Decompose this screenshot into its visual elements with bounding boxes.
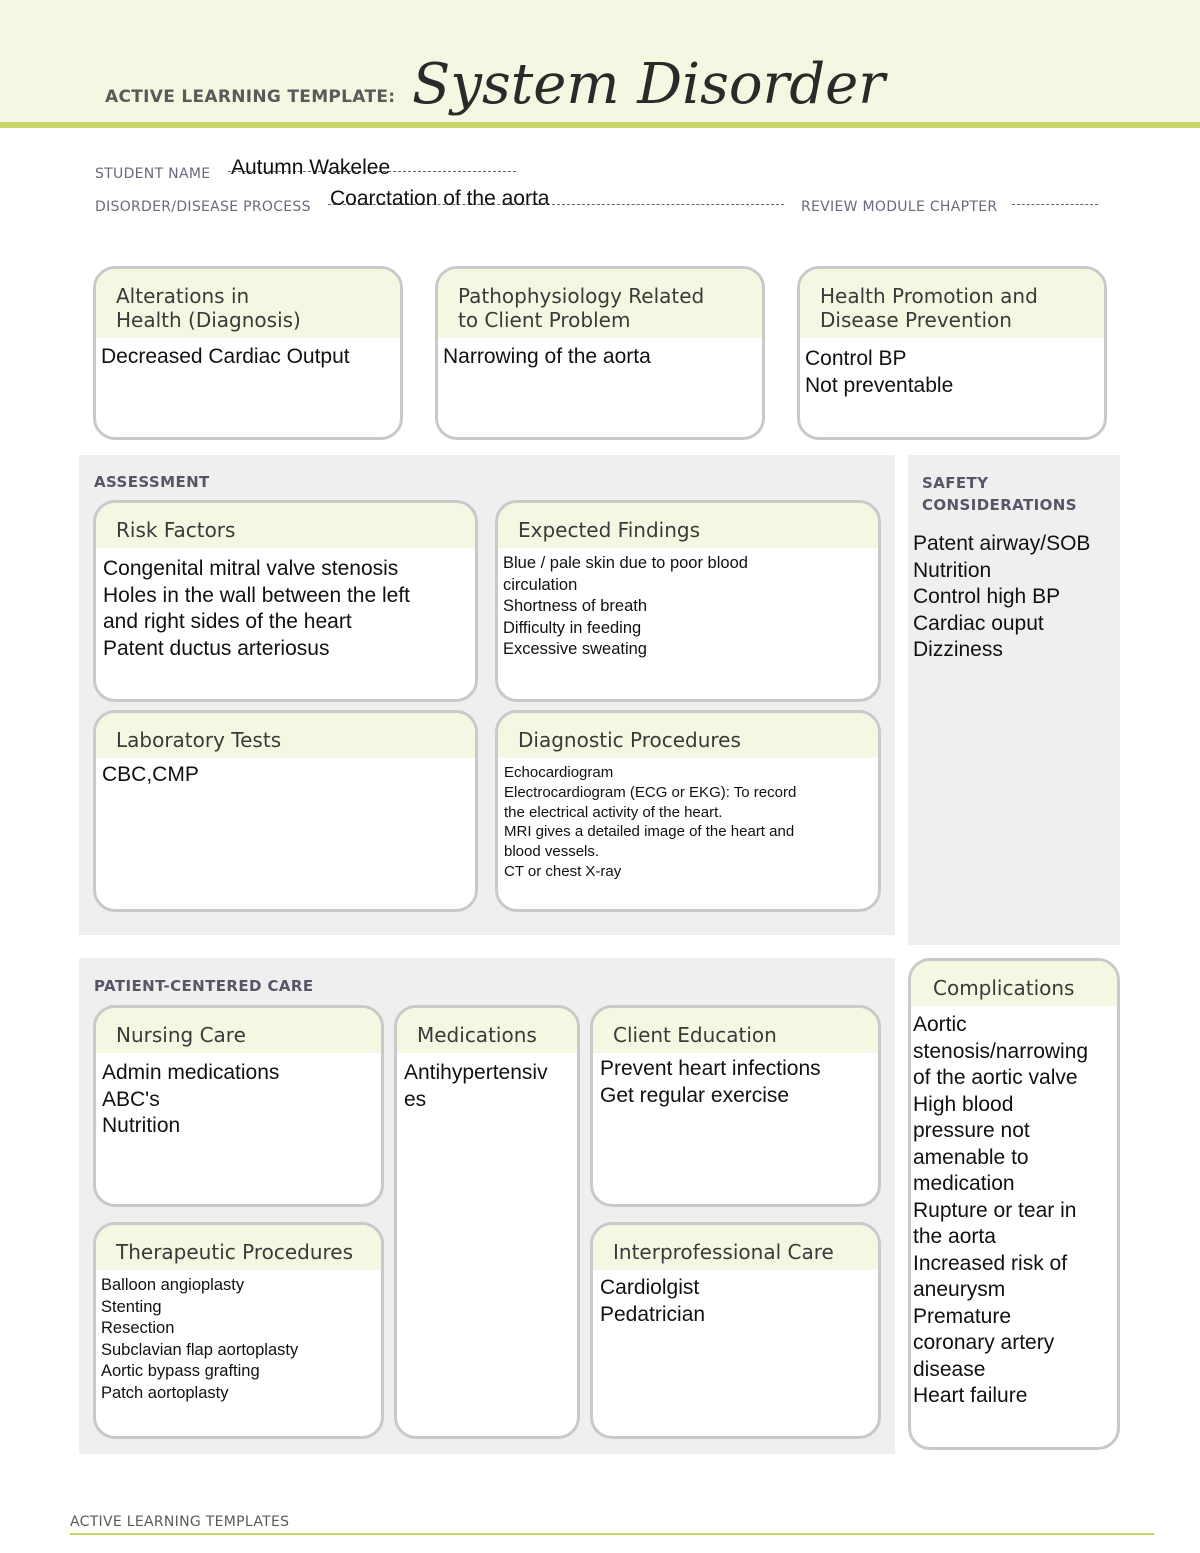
nursing-care-text[interactable]: Admin medications ABC's Nutrition [102,1061,280,1137]
complications-text[interactable]: Aortic stenosis/narrowing of the aortic valve High blood pressure not amenable to medication Rupture or tear in the aorta Increased risk of aneurysm Premature coronary artery disease Heart failure [913,1013,1089,1407]
medications-box [394,1005,580,1439]
pathophysiology-box [435,266,765,440]
alterations-title: Alterations in Health (Diagnosis) [96,269,400,338]
complications-title: Complications [911,961,1117,1006]
interprofessional-care-text[interactable]: Cardiolgist Pedatrician [600,1276,706,1326]
medications-text[interactable]: Antihypertensiv es [404,1061,548,1111]
client-education-title: Client Education [593,1008,878,1053]
footer-rule [70,1533,1154,1535]
expected-findings-title: Expected Findings [498,503,878,548]
alterations-box [93,266,403,440]
complications-box [908,958,1120,1450]
interprofessional-care-box [590,1222,881,1439]
disorder-field[interactable]: Coarctation of the aorta [330,187,550,210]
student-name-label: STUDENT NAME [95,166,211,182]
therapeutic-procedures-text[interactable]: Balloon angioplasty Stenting Resection Subclavian flap aortoplasty Aortic bypass grafting Patch aortoplasty [101,1276,299,1402]
health-promotion-title: Health Promotion and Disease Prevention [800,269,1104,338]
nursing-care-title: Nursing Care [96,1008,381,1053]
safety-text[interactable]: Patent airway/SOB Nutrition Control high BP Cardiac ouput Dizziness [913,532,1091,661]
template-label: ACTIVE LEARNING TEMPLATE: [105,87,396,107]
nursing-care-box [93,1005,384,1207]
client-education-text[interactable]: Prevent heart infections Get regular exercise [600,1057,821,1107]
diagnostic-procedures-box [495,710,881,912]
laboratory-tests-box [93,710,478,912]
pathophysiology-text[interactable]: Narrowing of the aorta [443,345,651,368]
review-module-label: REVIEW MODULE CHAPTER [801,199,998,215]
safety-title: SAFETY CONSIDERATIONS [922,474,1077,514]
disorder-label: DISORDER/DISEASE PROCESS [95,199,311,215]
diagnostic-procedures-title: Diagnostic Procedures [498,713,878,758]
footer-label: ACTIVE LEARNING TEMPLATES [70,1514,290,1530]
assessment-title: ASSESSMENT [94,473,210,491]
laboratory-tests-title: Laboratory Tests [96,713,475,758]
laboratory-tests-text[interactable]: CBC,CMP [102,763,199,786]
risk-factors-title: Risk Factors [96,503,475,548]
expected-findings-text[interactable]: Blue / pale skin due to poor blood circulation Shortness of breath Difficulty in feeding Excessive sweating [503,554,748,658]
page-title: System Disorder [412,52,886,117]
diagnostic-procedures-text[interactable]: Echocardiogram Electrocardiogram (ECG or EKG): To record the electrical activity of the heart. MRI gives a detailed image of the heart and blood vessels. CT or chest X-ray [504,764,797,880]
health-promotion-box [797,266,1107,440]
student-name-field[interactable]: Autumn Wakelee [231,156,391,179]
risk-factors-box [93,500,478,702]
alterations-text[interactable]: Decreased Cardiac Output [101,345,350,368]
therapeutic-procedures-title: Therapeutic Procedures [96,1225,381,1270]
interprofessional-care-title: Interprofessional Care [593,1225,878,1270]
client-education-box [590,1005,881,1207]
health-promotion-text[interactable]: Control BP Not preventable [805,347,954,397]
expected-findings-box [495,500,881,702]
risk-factors-text[interactable]: Congenital mitral valve stenosis Holes in the wall between the left and right sides of the heart Patent ductus arteriosus [103,557,411,660]
safety-panel [908,455,1120,945]
pathophysiology-title: Pathophysiology Related to Client Problem [438,269,762,338]
therapeutic-procedures-box [93,1222,384,1439]
medications-title: Medications [397,1008,577,1053]
patient-care-title: PATIENT-CENTERED CARE [94,977,314,995]
header-rule [0,122,1200,128]
review-module-field[interactable] [1012,203,1098,205]
